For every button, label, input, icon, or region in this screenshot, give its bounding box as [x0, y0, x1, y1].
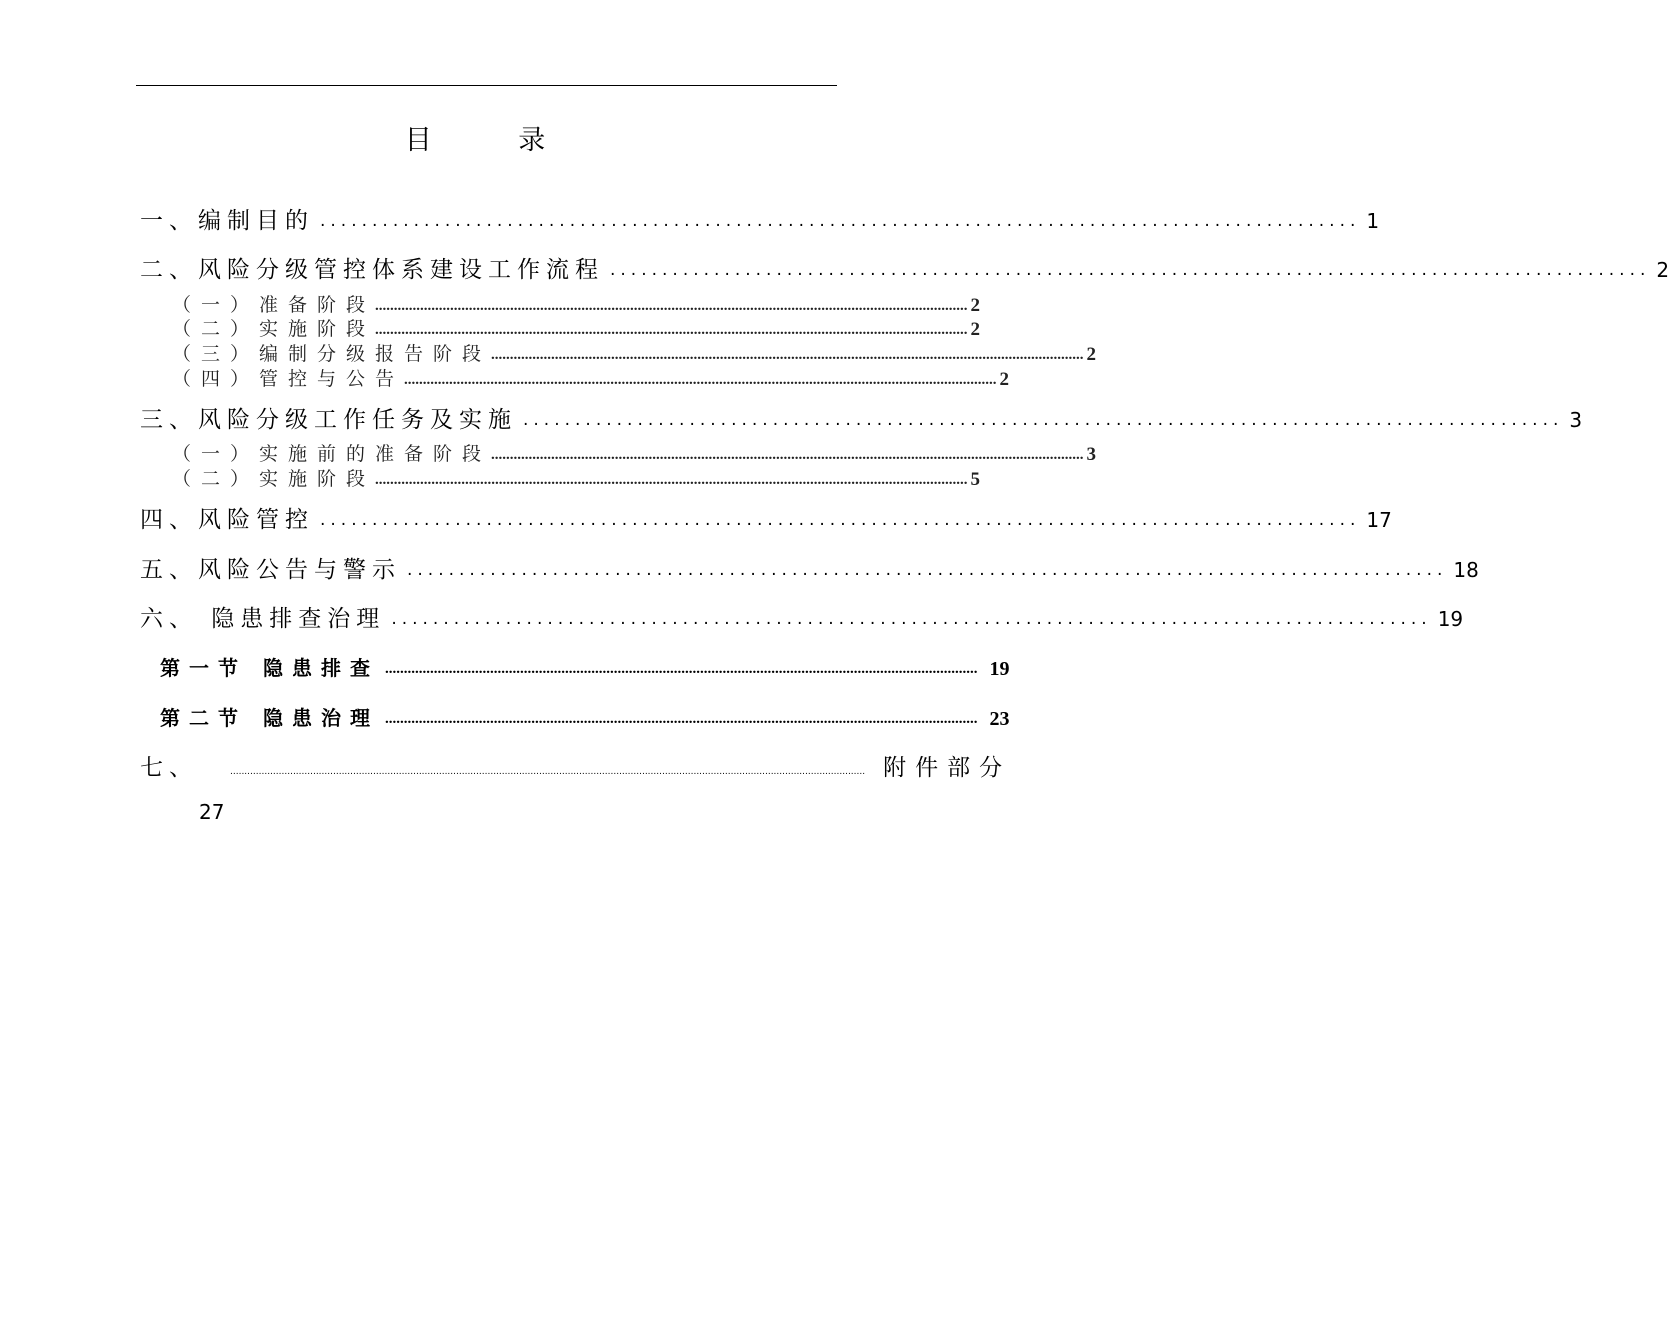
toc-entry-label: 附件部分	[883, 755, 1012, 781]
toc-entry[interactable]	[140, 400, 1583, 434]
toc-entry-label: 六、 隐患排查治理	[140, 606, 386, 632]
dot-leader: ..............................................................................................................................................................	[375, 472, 968, 488]
toc-entry-page: 2	[1086, 344, 1097, 365]
dot-leader: ....................................................................................................	[523, 410, 1564, 430]
toc-entry-page: 2	[970, 319, 981, 340]
toc-title: 目 录	[404, 125, 546, 156]
toc-entry-attachments[interactable]	[140, 748, 1012, 782]
toc-subentry[interactable]	[172, 467, 981, 491]
toc-subentry[interactable]	[172, 342, 1097, 366]
toc-entry[interactable]	[140, 201, 1380, 235]
toc-entry-page: 19	[989, 658, 1010, 680]
toc-subentry[interactable]	[172, 442, 1097, 466]
toc-entry-label: 二、风险分级管控体系建设工作流程	[140, 257, 604, 283]
toc-entry-label: 一、编制目的	[140, 208, 314, 234]
toc-subentry[interactable]	[172, 367, 1010, 391]
toc-entry-label: 四、风险管控	[140, 507, 314, 533]
toc-entry-page: 1	[1366, 209, 1380, 233]
dot-leader: ..............................................................................................................................................................	[404, 372, 997, 388]
toc-entry-label: 五、风险公告与警示	[140, 557, 401, 583]
toc-entry-label: 第二节 隐患治理	[160, 706, 379, 730]
toc-entry-page: 2	[1656, 258, 1669, 282]
dot-leader: ..............................................................................................................................................................	[491, 447, 1084, 463]
dot-leader: ....................................................................................................	[407, 560, 1448, 580]
dot-leader: ....................................................................................................	[610, 260, 1651, 280]
toc-entry-page: 18	[1453, 558, 1479, 582]
toc-entry-label: （二）实施阶段	[172, 318, 376, 340]
toc-entry-label: （三）编制分级报告阶段	[172, 343, 492, 365]
dot-leader: ....................................................................................................	[391, 609, 1432, 629]
toc-entry-page: 23	[989, 708, 1010, 730]
dot-leader: ..............................................................................................................................................................	[384, 711, 978, 727]
dot-leader: ..............................................................................................................................................................	[491, 347, 1084, 363]
header-rule	[136, 85, 837, 86]
toc-entry[interactable]	[140, 599, 1464, 633]
toc-entry-page: 5	[970, 469, 981, 490]
toc-entry-page: 27	[199, 800, 225, 824]
toc-entry-label: 第一节 隐患排查	[160, 656, 379, 680]
toc-entry-label: （二）实施阶段	[172, 468, 376, 490]
dot-leader: ..............................................................................................................................................................	[375, 322, 968, 338]
toc-entry-page: 2	[999, 369, 1010, 390]
dot-leader: ..............................................................................................................................................................	[375, 298, 968, 314]
toc-entry-page: 3	[1086, 444, 1097, 465]
dot-leader: ..............................................................................................................................................................................................................................	[230, 767, 866, 777]
toc-section-entry[interactable]	[160, 651, 1010, 681]
toc-entry-page: 17	[1366, 508, 1392, 532]
toc-entry-page: 19	[1437, 607, 1464, 631]
toc-entry-page: 2	[970, 295, 981, 316]
toc-entry-label: （一）实施前的准备阶段	[172, 443, 492, 465]
toc-entry[interactable]	[140, 550, 1479, 584]
toc-entry[interactable]	[140, 250, 1669, 284]
dot-leader: ..............................................................................................................................................................	[384, 661, 978, 677]
toc-entry-label: （四）管控与公告	[172, 368, 405, 390]
toc-entry-page: 3	[1569, 408, 1583, 432]
dot-leader: ....................................................................................................	[320, 510, 1361, 530]
toc-entry[interactable]	[140, 500, 1392, 534]
toc-section-entry[interactable]	[160, 701, 1010, 731]
toc-entry-number: 七、	[140, 755, 198, 781]
dot-leader: ....................................................................................................	[320, 211, 1361, 231]
toc-entry-label: （一）准备阶段	[172, 294, 376, 316]
toc-entry-label: 三、风险分级工作任务及实施	[140, 407, 517, 433]
toc-subentry[interactable]	[172, 317, 981, 341]
